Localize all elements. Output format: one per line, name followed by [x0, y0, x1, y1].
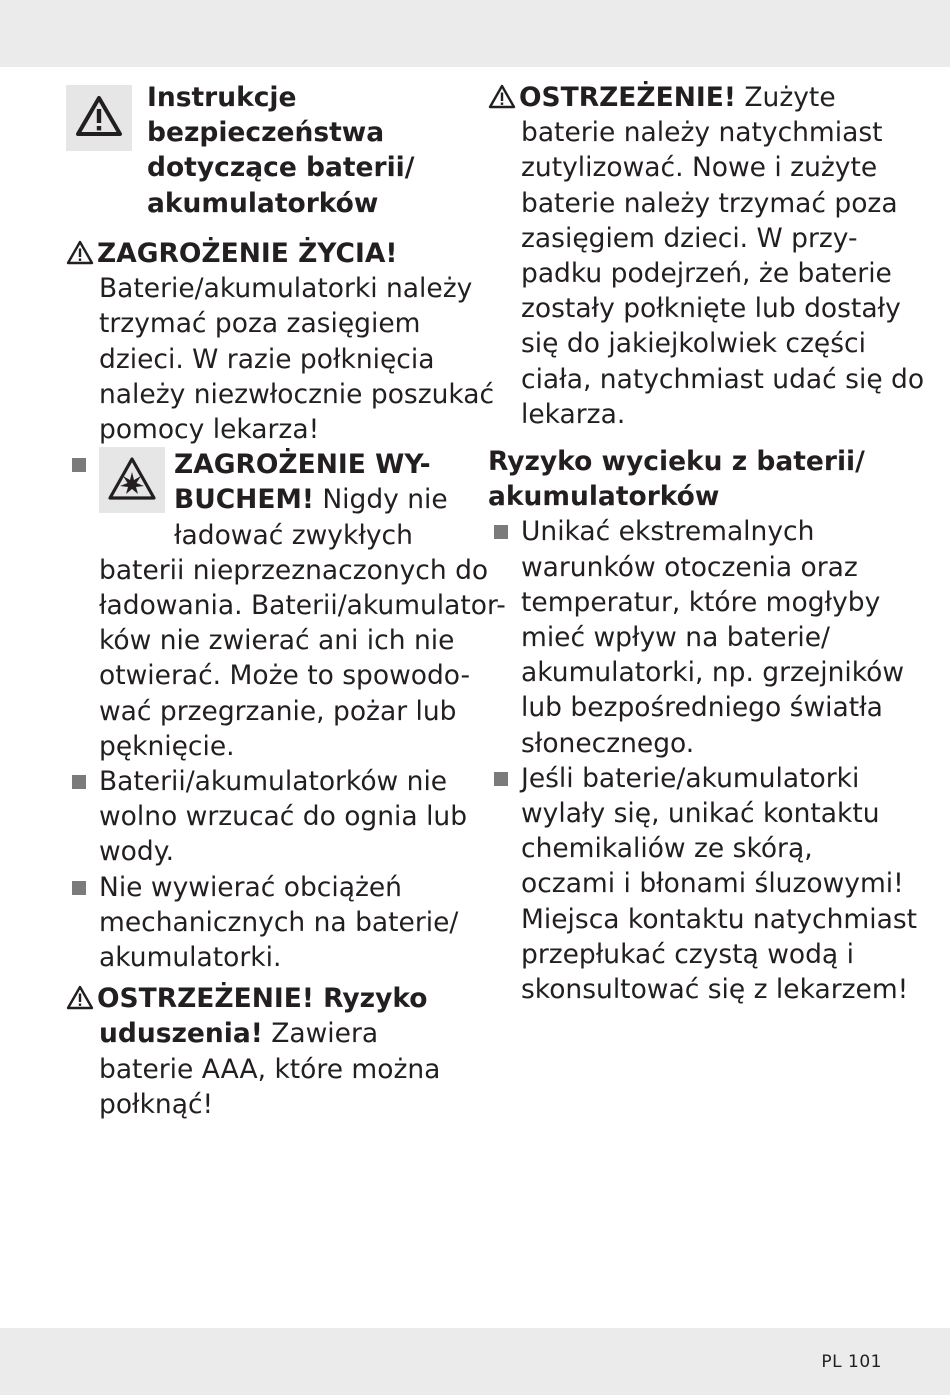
body-line: baterie AAA, które można — [99, 1053, 441, 1085]
choking-block — [66, 981, 466, 1122]
body-line: akumulatorki, np. grzejników — [521, 657, 905, 689]
body-line: przepłukać czystą wodą i — [521, 938, 854, 970]
body-line: zasięgiem dzieci. W przy- — [521, 222, 858, 254]
body-line: wylały się, unikać kontaktu — [521, 798, 880, 830]
list-item-fire — [66, 764, 466, 870]
body-line: zostały połknięte lub dostały — [521, 293, 901, 325]
bullet-square-icon — [494, 525, 508, 539]
bullet-square-icon — [494, 772, 508, 786]
body-line: padku podejrzeń, że baterie — [521, 258, 892, 290]
body-line: lekarza. — [521, 398, 626, 430]
body-line: pomocy lekarza! — [99, 414, 320, 446]
body-line: skonsultować się z lekarzem! — [521, 974, 909, 1006]
body-line: się do jakiejkolwiek części — [521, 328, 866, 360]
list-item-leaked — [488, 761, 918, 1007]
body-line: mechanicznych na baterie/ — [99, 906, 459, 938]
bullet-square-icon — [72, 458, 86, 472]
footer-band — [0, 1328, 950, 1395]
body-line: należy niezwłocznie poszukać — [99, 378, 495, 410]
body-text: Zużyte — [735, 82, 836, 113]
heading-line: Ryzyko wycieku z baterii/ — [488, 446, 865, 478]
danger-life-block — [66, 236, 495, 447]
body-line: ciała, natychmiast udać się do — [521, 363, 925, 395]
explosion-icon — [107, 456, 157, 502]
body-line: połknąć! — [99, 1088, 214, 1120]
heading-line: dotyczące baterii/ — [147, 152, 415, 184]
body-line: akumulatorki. — [99, 942, 282, 974]
bullet-square-icon — [72, 775, 86, 789]
page-number: PL 101 — [821, 1352, 882, 1372]
body-line: baterii nieprzeznaczonych do — [99, 554, 489, 586]
body-line: Miejsca kontaktu natychmiast — [521, 903, 918, 935]
warning-block — [488, 80, 925, 432]
body-line: temperatur, które mogłyby — [521, 586, 881, 618]
heading-line: bezpieczeństwa — [147, 117, 385, 149]
choking-label: OSTRZEŻENIE! Ryzyko — [97, 983, 428, 1015]
list-item-explosion — [66, 447, 506, 764]
leak-heading — [488, 444, 888, 514]
body-text: Zawiera — [262, 1018, 379, 1050]
right-column — [488, 80, 925, 1007]
body-line: Unikać ekstremalnych — [521, 516, 815, 548]
body-line: Baterie/akumulatorki należy — [99, 273, 473, 305]
heading-line: akumulatorków — [488, 481, 720, 513]
body-line: ładować zwykłych — [174, 519, 413, 551]
heading-line: Instrukcje — [147, 82, 297, 113]
body-line: wolno wrzucać do ognia lub — [99, 801, 468, 833]
explosion-label: BUCHEM! — [174, 484, 314, 516]
body-line: Jeśli baterie/akumulatorki — [521, 762, 860, 794]
body-line: oczami i błonami śluzowymi! — [521, 868, 904, 900]
explosion-icon-box — [99, 447, 165, 513]
warning-triangle-icon — [66, 985, 94, 1010]
warning-triangle-icon — [488, 84, 516, 109]
body-line: pęknięcie. — [99, 730, 235, 762]
left-column — [66, 80, 506, 1122]
list-item-extreme — [488, 514, 905, 760]
bullet-square-icon — [72, 881, 86, 895]
explosion-label: ZAGROŻENIE WY- — [174, 449, 431, 481]
body-line: baterie należy natychmiast — [521, 117, 883, 149]
header-band — [0, 0, 950, 67]
body-line: otwierać. Może to spowodo- — [99, 660, 471, 692]
body-line: chemikaliów ze skórą, — [521, 833, 813, 865]
warning-label: OSTRZEŻENIE! — [519, 82, 736, 113]
body-line: lub bezpośredniego światła — [521, 692, 883, 724]
body-line: Nie wywierać obciążeń — [99, 871, 402, 903]
danger-life-label: ZAGROŻENIE ŻYCIA! — [97, 238, 398, 269]
body-line: słonecznego. — [521, 727, 695, 759]
body-line: warunków otoczenia oraz — [521, 551, 858, 583]
warning-triangle-icon — [66, 240, 94, 265]
warning-triangle-icon — [75, 95, 123, 137]
section-heading — [66, 80, 466, 220]
body-line: trzymać poza zasięgiem — [99, 308, 421, 340]
body-text: Nigdy nie — [313, 484, 448, 516]
body-line: baterie należy trzymać poza — [521, 187, 898, 219]
body-line: mieć wpływ na baterie/ — [521, 622, 830, 654]
heading-line: akumulatorków — [147, 187, 379, 219]
body-line: zutylizować. Nowe i zużyte — [521, 152, 878, 184]
body-line: dzieci. W razie połknięcia — [99, 343, 435, 375]
list-item-mechanical — [66, 870, 466, 976]
warning-icon-box — [66, 85, 132, 151]
choking-label: uduszenia! — [99, 1018, 263, 1050]
body-line: ków nie zwierać ani ich nie — [99, 625, 455, 657]
body-line: Baterii/akumulatorków nie — [99, 766, 448, 798]
body-line: ładowania. Baterii/akumulator- — [99, 590, 506, 622]
body-line: wać przegrzanie, pożar lub — [99, 695, 457, 727]
body-line: wody. — [99, 836, 175, 868]
